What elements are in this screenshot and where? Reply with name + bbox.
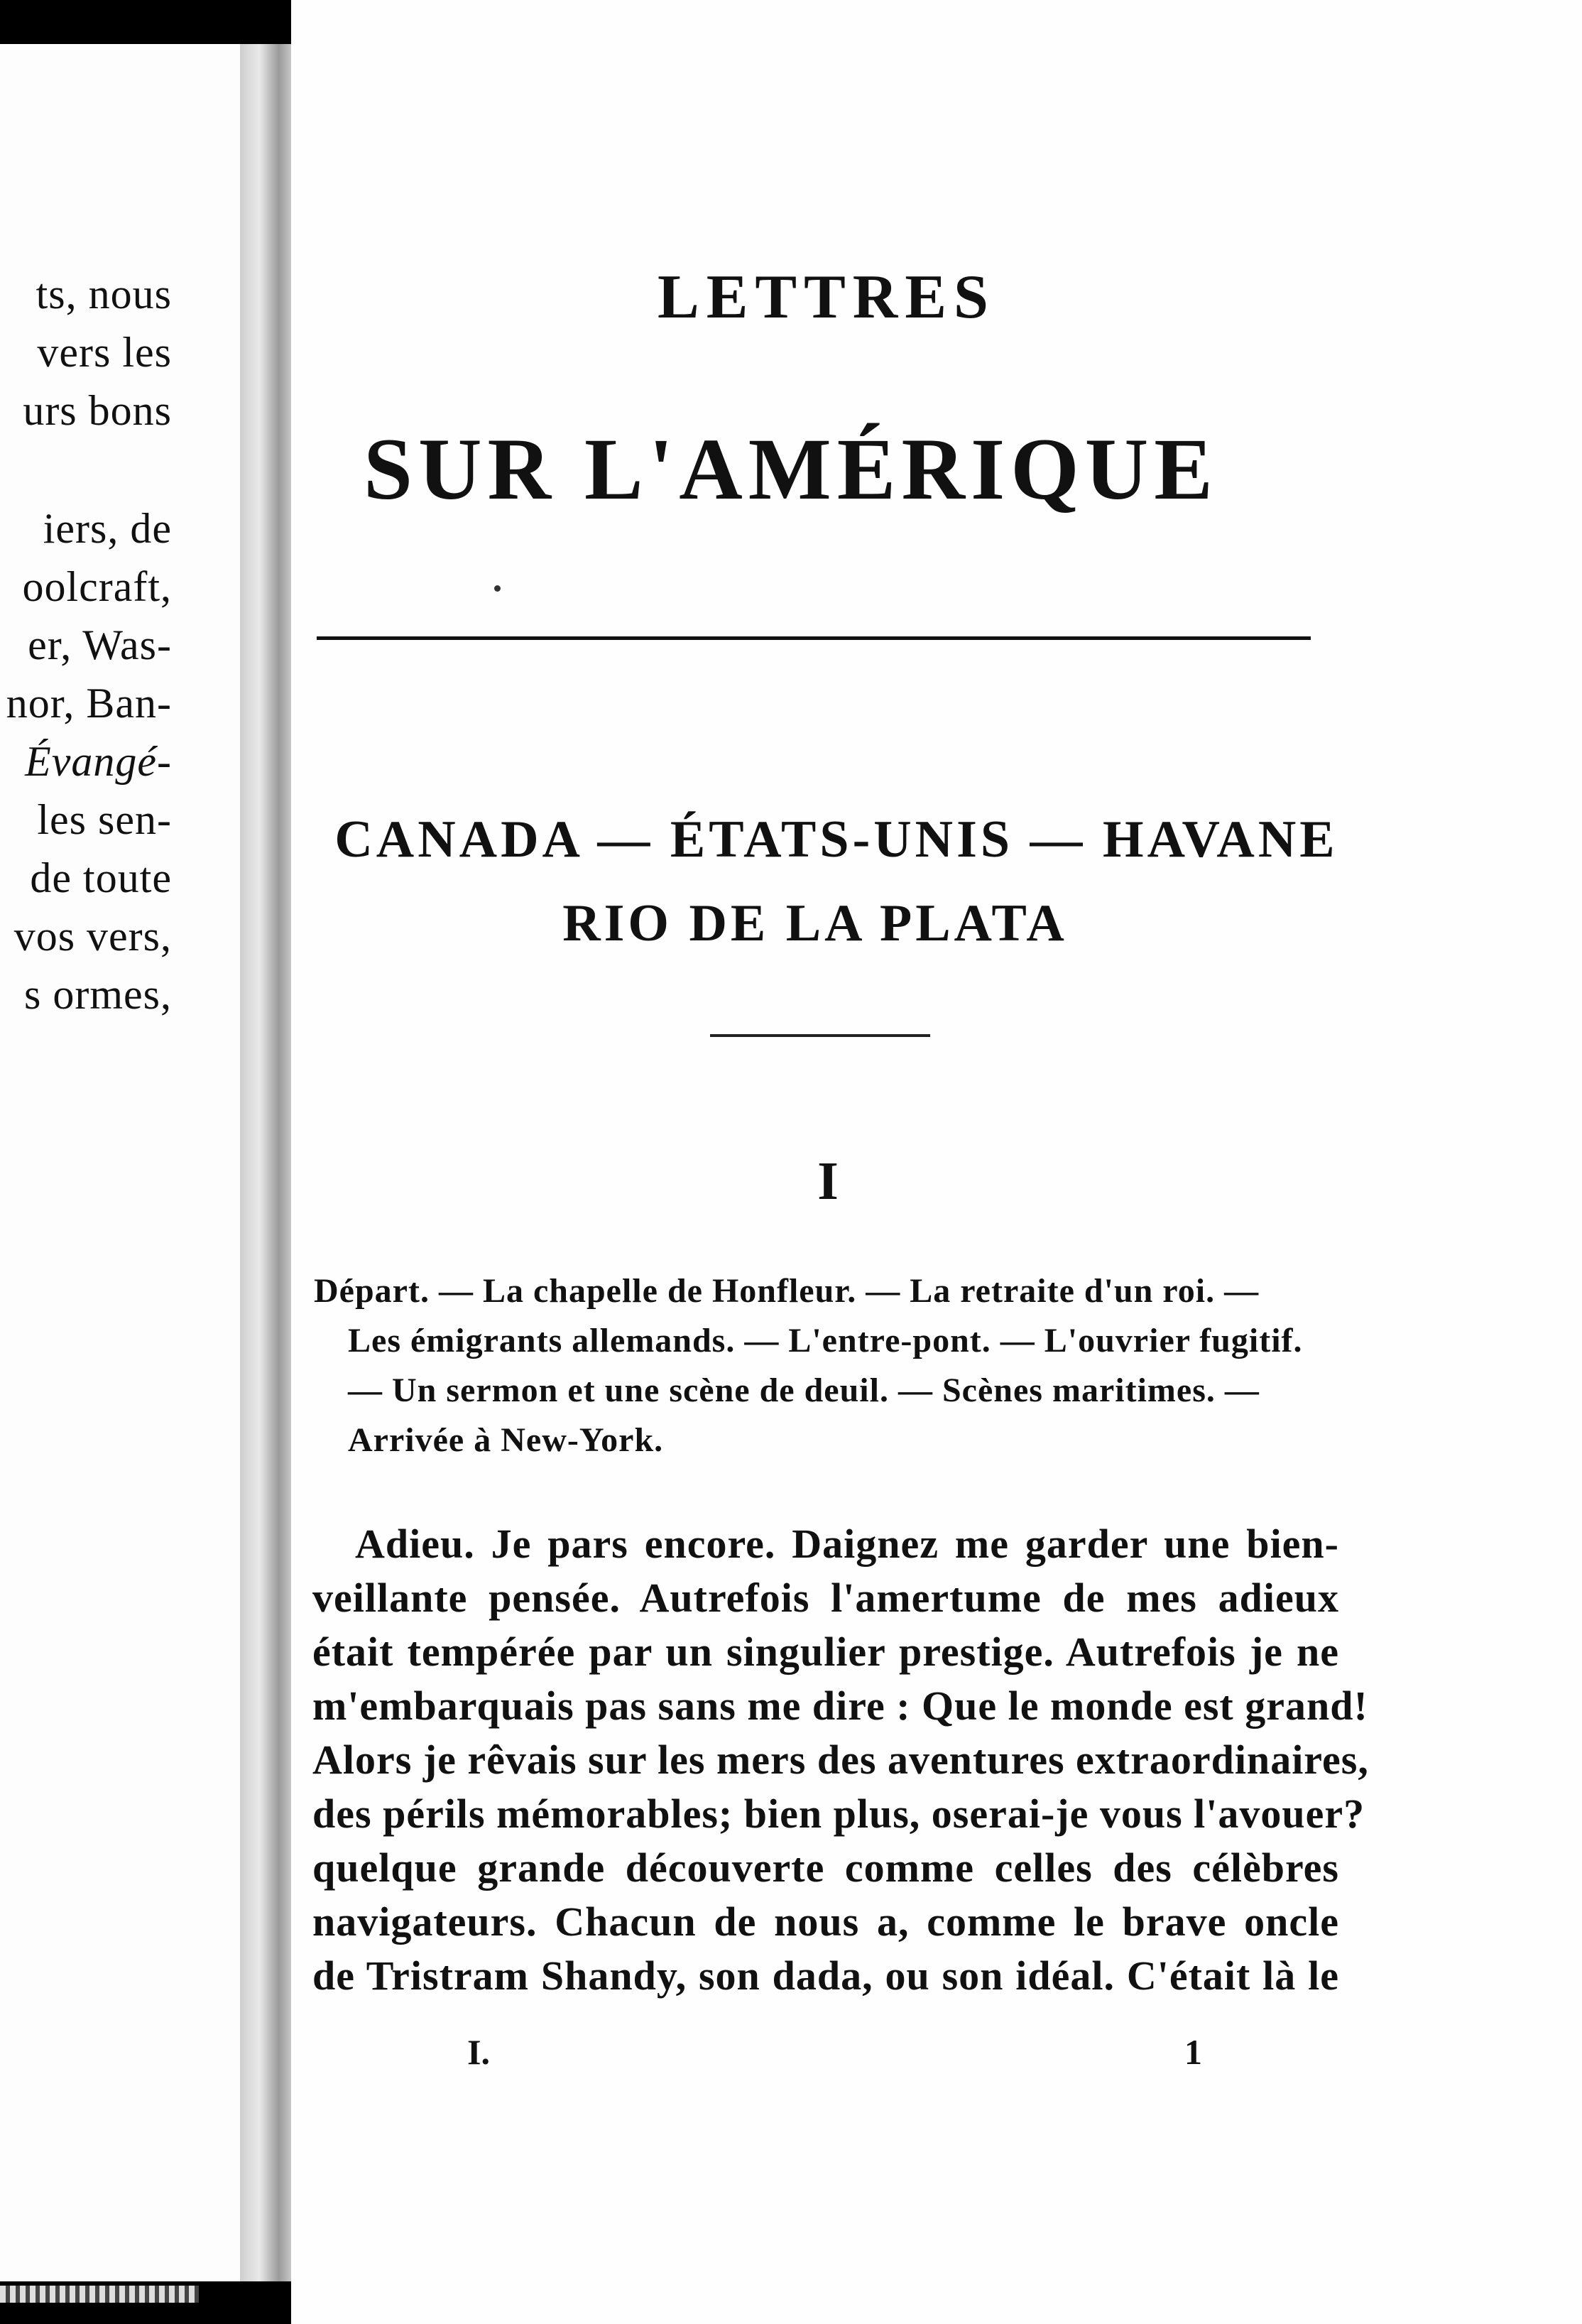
- page-number: 1: [1184, 2032, 1202, 2072]
- body-text-line: Alors je rêvais sur les mers des aventures extraordinaires,: [312, 1737, 1369, 1783]
- body-text-line: navigateurs. Chacun de nous a, comme le brave oncle: [312, 1899, 1339, 1945]
- facing-page-line: vos vers,: [13, 913, 172, 960]
- facing-page-line: er, Was-: [28, 621, 172, 668]
- facing-page-line: urs bons: [23, 387, 172, 434]
- facing-page-line: s ormes,: [24, 971, 172, 1018]
- facing-page-line: nor, Ban-: [6, 680, 172, 727]
- body-text-line: quelque grande découverte comme celles des célèbres: [312, 1845, 1339, 1891]
- chapter-summary-line: Départ. — La chapelle de Honfleur. — La retraite d'un roi. —: [314, 1272, 1260, 1310]
- body-text-line: des périls mémorables; bien plus, oserai-je vous l'avouer?: [312, 1791, 1365, 1837]
- chapter-summary-line: Les émigrants allemands. — L'entre-pont. — L'ouvrier fugitif.: [348, 1322, 1303, 1359]
- chapter-summary-line: Arrivée à New-York.: [348, 1421, 664, 1459]
- facing-page-line: oolcraft,: [22, 563, 172, 610]
- scan-edge-strip: [0, 2286, 199, 2303]
- title-line-1: LETTRES: [658, 263, 995, 332]
- ink-dot: [494, 585, 501, 592]
- facing-page-line: iers, de: [43, 505, 172, 552]
- subtitle-line-1: CANADA — ÉTATS-UNIS — HAVANE: [334, 810, 1338, 869]
- signature-mark: I.: [467, 2032, 490, 2072]
- subtitle-line-2: RIO DE LA PLATA: [562, 894, 1068, 952]
- section-rule: [710, 1034, 930, 1037]
- body-text-line: Adieu. Je pars encore. Daignez me garder une bien-: [355, 1521, 1339, 1567]
- facing-page-line: vers les: [37, 329, 172, 376]
- title-rule: [317, 636, 1311, 640]
- chapter-number: I: [817, 1151, 839, 1211]
- facing-page-line: ts, nous: [36, 271, 172, 317]
- body-text-line: était tempérée par un singulier prestige. Autrefois je ne: [312, 1629, 1339, 1675]
- body-text-line: m'embarquais pas sans me dire : Que le monde est grand!: [312, 1683, 1368, 1729]
- facing-page-line: les sen-: [37, 796, 172, 843]
- chapter-summary-line: — Un sermon et une scène de deuil. — Scènes maritimes. —: [348, 1372, 1260, 1409]
- title-line-2: SUR L'AMÉRIQUE: [363, 420, 1219, 518]
- body-text-line: de Tristram Shandy, son dada, ou son idéal. C'était là le: [312, 1953, 1339, 1999]
- facing-page-line: Évangé-: [25, 738, 172, 785]
- facing-page-line: de toute: [30, 854, 172, 901]
- body-text-line: veillante pensée. Autrefois l'amertume de mes adieux: [312, 1575, 1339, 1621]
